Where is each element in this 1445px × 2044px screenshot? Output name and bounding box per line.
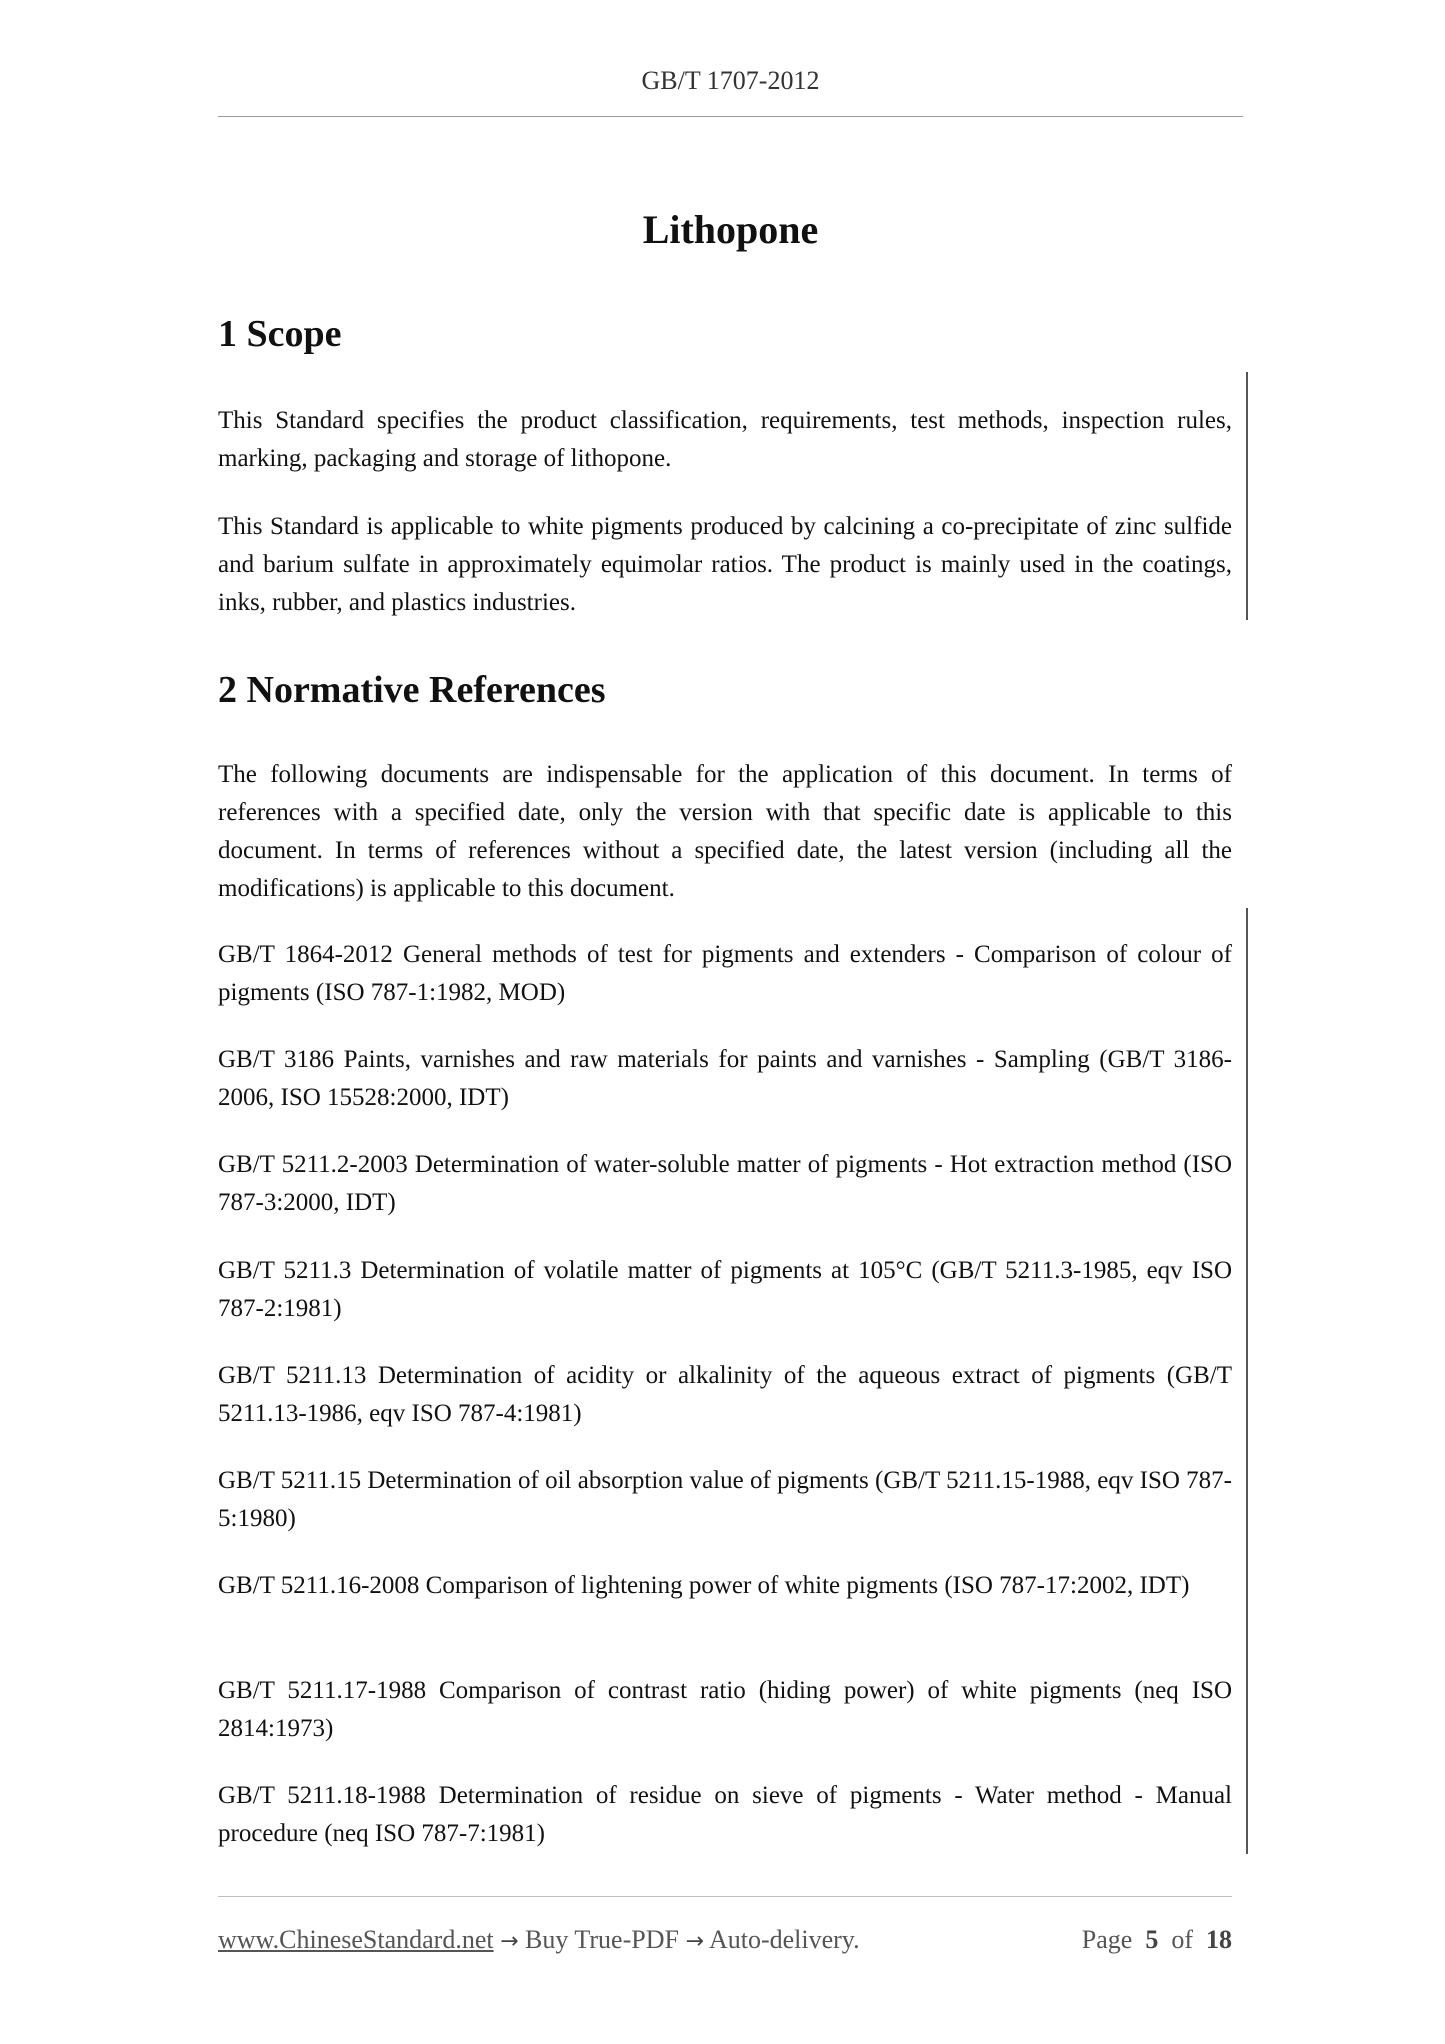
page-label: Page: [1081, 1925, 1133, 1954]
reference-item: GB/T 3186 Paints, varnishes and raw materials for paints and varnishes - Sampling (GB/T 3186-2006, ISO 15528:2000, IDT): [218, 1046, 1232, 1111]
page-total: 18: [1206, 1925, 1232, 1954]
scope-paragraph: This Standard is applicable to white pigments produced by calcining a co-precipitate of zinc sulfide and barium sulfate in approximately equimolar ratios. The product is mainly used in the coatings, inks, rubber, and plastics industries.: [218, 513, 1232, 616]
section-heading-normative-references: 2 Normative References: [218, 669, 606, 711]
arrow-right-icon: →: [685, 1929, 704, 1954]
delivery-text: Auto-delivery.: [703, 1925, 860, 1954]
page-indicator: [1082, 1920, 1232, 1960]
reference-item: GB/T 5211.13 Determination of acidity or alkalinity of the aqueous extract of pigments (GB/T 5211.13-1986, eqv ISO 787-4:1981): [218, 1362, 1232, 1427]
reference-item: GB/T 5211.2-2003 Determination of water-soluble matter of pigments - Hot extraction method (ISO 787-3:2000, IDT): [218, 1151, 1232, 1216]
footer-rule: [218, 1896, 1232, 1897]
reference-item: GB/T 5211.16-2008 Comparison of lightening power of white pigments (ISO 787-17:2002, IDT): [218, 1572, 1190, 1599]
reference-item: GB/T 5211.15 Determination of oil absorption value of pigments (GB/T 5211.15-1988, eqv ISO 787-5:1980): [218, 1467, 1232, 1532]
section-heading-scope: 1 Scope: [218, 313, 342, 355]
header-doc-number: GB/T 1707-2012: [641, 66, 820, 95]
scope-paragraph: This Standard specifies the product classification, requirements, test methods, inspection rules, marking, packaging and storage of lithopone.: [218, 407, 1232, 472]
reference-item: GB/T 5211.3 Determination of volatile matter of pigments at 105°C (GB/T 5211.3-1985, eqv ISO 787-2:1981): [218, 1257, 1232, 1322]
page-of: of: [1171, 1925, 1193, 1954]
page-current: 5: [1145, 1925, 1159, 1954]
reference-item: GB/T 5211.18-1988 Determination of residue on sieve of pigments - Water method - Manual procedure (neq ISO 787-7:1981): [218, 1782, 1232, 1847]
change-bar: [1246, 908, 1248, 1854]
footer: [218, 1920, 1232, 1962]
header-rule: [218, 116, 1243, 117]
arrow-right-icon: →: [500, 1929, 519, 1954]
references-intro-paragraph: The following documents are indispensable for the application of this document. In terms of references with a specified date, only the version with that specific date is applicable to this document. In terms of references without a specified date, the latest version (including all the modifications) is applicable to this document.: [218, 761, 1232, 902]
reference-item: GB/T 1864-2012 General methods of test for pigments and extenders - Comparison of colour of pigments (ISO 787-1:1982, MOD): [218, 941, 1232, 1006]
reference-item: GB/T 5211.17-1988 Comparison of contrast ratio (hiding power) of white pigments (neq ISO 2814:1973): [218, 1677, 1232, 1742]
buy-text: Buy True-PDF: [518, 1925, 686, 1954]
site-link[interactable]: www.ChineseStandard.net: [218, 1925, 494, 1954]
document-title: Lithopone: [642, 207, 819, 252]
change-bar: [1246, 372, 1248, 620]
